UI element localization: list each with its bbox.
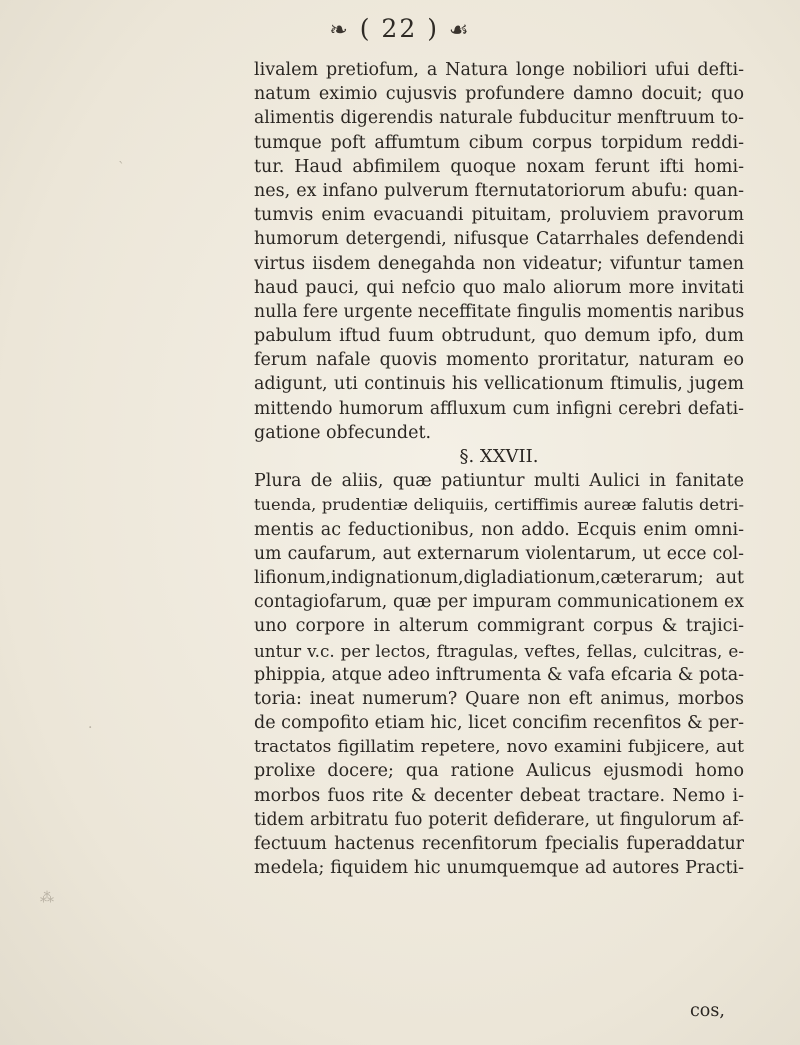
text-line: mentis ac feductionibus, non addo. Ecquis enim omni- — [254, 519, 744, 540]
text-line: tumvis enim evacuandi pituitam, proluviem pravorum — [254, 205, 744, 226]
text-line: tractatos figillatim repetere, novo examini fubjicere, aut — [254, 737, 744, 758]
section-heading: §. XXVII. — [459, 446, 539, 467]
paper-speck: ⁂ — [40, 890, 54, 906]
text-line: natum eximio cujusvis profundere damno docuit; quo — [254, 84, 744, 105]
text-line: virtus iisdem denegahda non videatur; vifuntur tamen — [254, 253, 744, 274]
text-line: phippia, atque adeo inftrumenta & vafa efcaria & pota- — [254, 664, 744, 685]
text-line: contagiofarum, quæ per impuram communicationem ex — [254, 592, 744, 613]
page-number: ( 22 ) — [359, 14, 439, 43]
paper-speck: ˋ — [118, 160, 125, 176]
text-line: toria: ineat numerum? Quare non eft animus, morbos — [254, 688, 744, 709]
text-line: tidem arbitratu fuo poterit defiderare, ut fingulorum af- — [254, 809, 744, 830]
text-line: uno corpore in alterum commigrant corpus & trajici- — [254, 616, 744, 637]
text-line: fectuum hactenus recenfitorum fpecialis fuperaddatur — [254, 834, 744, 854]
text-line: um caufarum, aut externarum violentarum, ut ecce col- — [254, 543, 744, 564]
text-line: lifionum,indignationum,digladiationum,cæterarum; aut — [254, 567, 744, 588]
text-line: medela; fiquidem hic unumquemque ad autores Practi- — [254, 858, 744, 879]
text-line: livalem pretiofum, a Natura longe nobiliori ufui defti- — [254, 60, 744, 80]
text-line: Plura de aliis, quæ patiuntur multi Aulici in fanitate — [254, 471, 744, 492]
text-line: tumque poft affumtum cibum corpus torpidum reddi- — [254, 132, 744, 153]
paper-speck: · — [88, 720, 93, 736]
text-line: ferum nafale quovis momento proritatur, naturam eo — [254, 350, 744, 371]
text-line: morbos fuos rite & decenter debeat tractare. Nemo i- — [254, 785, 744, 806]
catchword: cos, — [690, 1001, 725, 1021]
text-line: alimentis digerendis naturale fubducitur menftruum to- — [254, 108, 744, 129]
text-line: humorum detergendi, nifusque Catarrhales defendendi — [254, 229, 744, 250]
text-line: tuenda, prudentiæ deliquiis, certiffimis aureæ falutis detri- — [254, 495, 744, 515]
text-line: nes, ex infano pulverum fternutatoriorum abufu: quan- — [254, 180, 744, 201]
right-ornament-icon: ☙ — [448, 18, 471, 43]
body-text — [254, 58, 744, 880]
text-line: pabulum iftud fuum obtrudunt, quo demum ipfo, dum — [254, 326, 744, 347]
text-line: adigunt, uti continuis his vellicationum ftimulis, jugem — [254, 374, 744, 395]
text-line: prolixe docere; qua ratione Aulicus ejusmodi homo — [254, 761, 744, 782]
text-line: haud pauci, qui nefcio quo malo aliorum more invitati — [254, 277, 744, 298]
page-header — [0, 14, 800, 43]
text-line: gatione obfecundet. — [254, 422, 432, 443]
text-line: tur. Haud abfimilem quoque noxam ferunt ifti homi- — [254, 156, 744, 177]
text-line: nulla fere urgente neceffitate fingulis momentis naribus — [254, 301, 744, 322]
text-line: de compofito etiam hic, licet concifim recenfitos & per- — [254, 713, 744, 734]
text-line: mittendo humorum affluxum cum infigni cerebri defati- — [254, 398, 744, 419]
text-line: untur v.c. per lectos, ftragulas, veftes, fellas, culcitras, e- — [254, 640, 744, 661]
left-ornament-icon: ❧ — [329, 18, 350, 43]
